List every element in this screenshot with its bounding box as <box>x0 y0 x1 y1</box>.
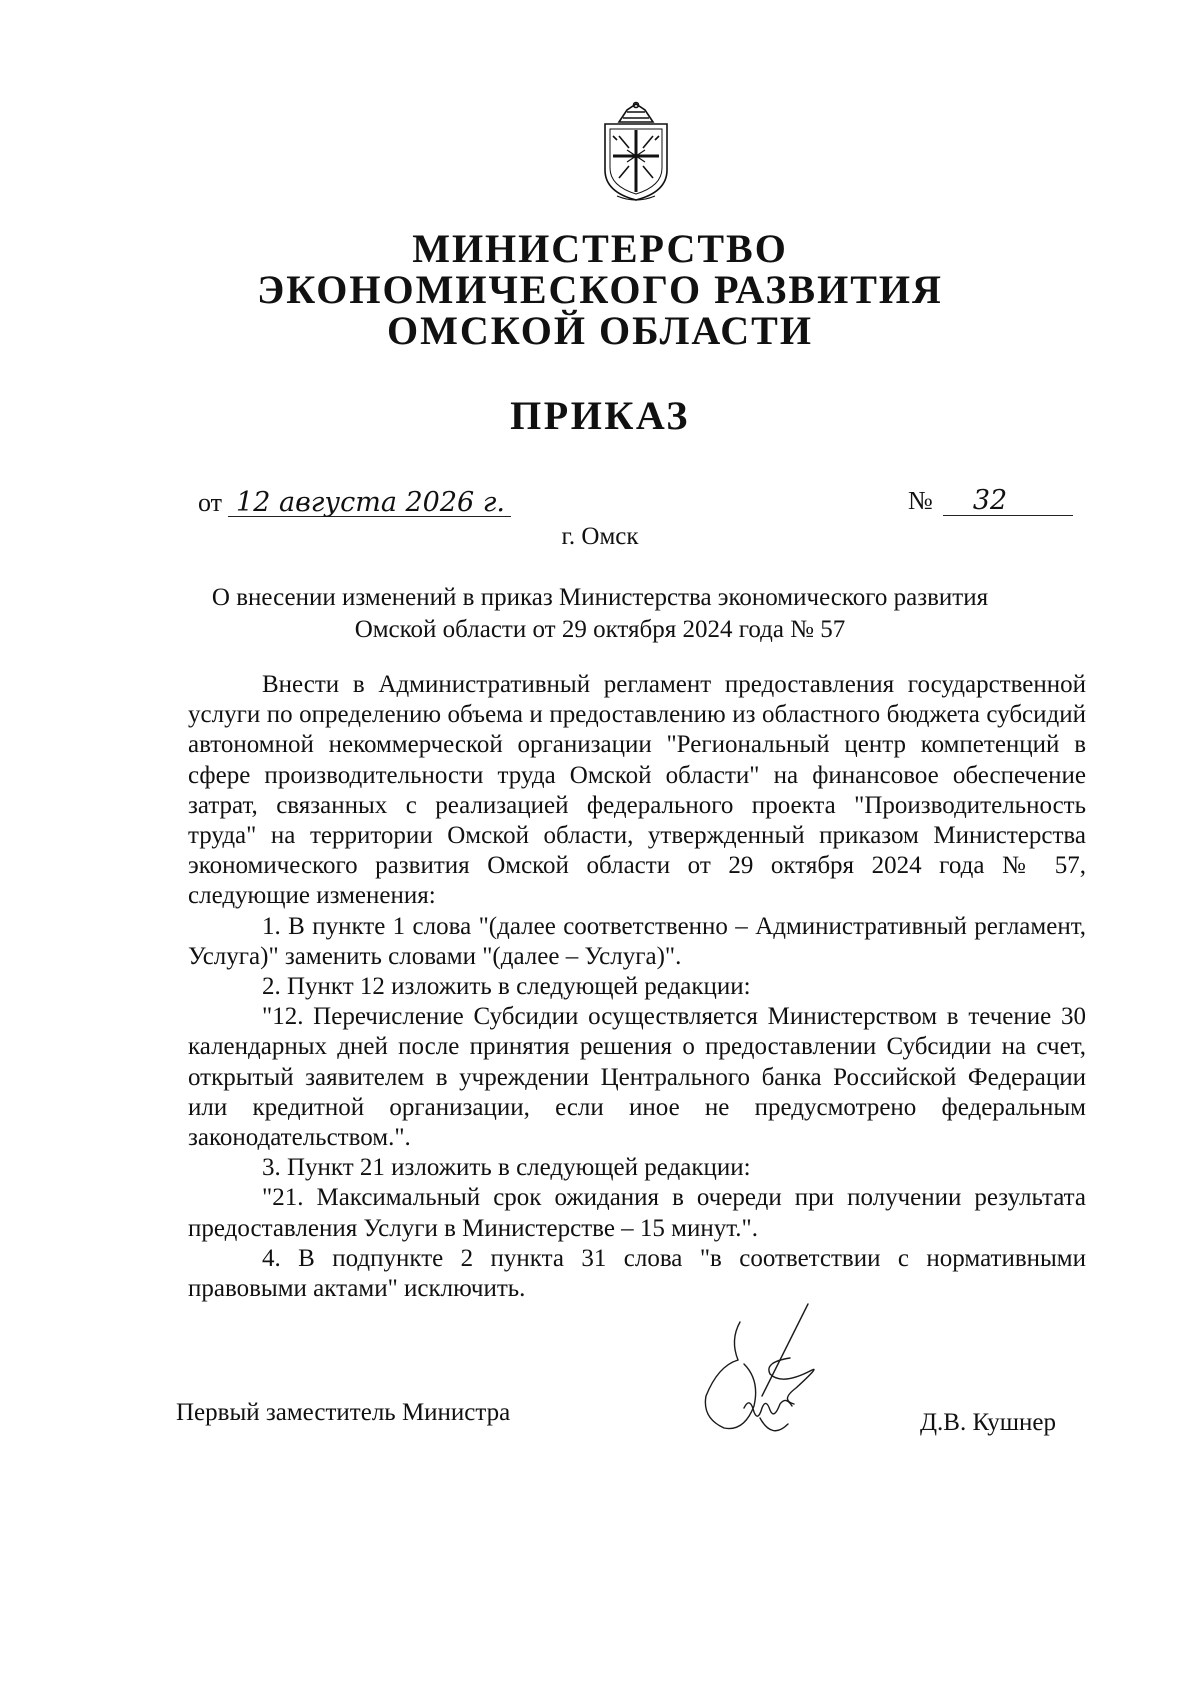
number-prefix: № <box>908 486 933 515</box>
subject-line-1: О внесении изменений в приказ Министерства экономического развития <box>211 584 989 611</box>
date-handwritten: 12 августа 2026 г. <box>228 490 511 517</box>
ministry-name <box>200 228 1000 351</box>
order-date <box>198 488 511 518</box>
document-type-title: ПРИКАЗ <box>510 393 690 438</box>
body-item-3: 3. Пункт 21 изложить в следующей редакции: <box>262 1154 751 1182</box>
body-item-3-text: "21. Максимальный срок ожидания в очереди при получении результата предоставления Услуги в Министерстве – 15 минут.". <box>188 1184 1086 1242</box>
body-item-2-text: "12. Перечисление Субсидии осуществляется Министерством в течение 30 календарных дней после принятия решения о предоставлении Субсидии на счет, открытый заявителем в учреждении Центрального банка Российской Федерации или кредитной организации, если иное не предусмотрено федеральным законодательством.". <box>188 1003 1086 1152</box>
coat-of-arms-icon <box>597 100 675 205</box>
signer-name: Д.В. Кушнер <box>920 1409 1056 1436</box>
city: г. Омск <box>561 523 639 550</box>
body-intro-paragraph: Внести в Административный регламент предоставления государственной услуги по определению объема и предоставлению из областного бюджета субсидий автономной некоммерческой организации "Региональный центр компетенций в сфере производительности труда Омской области" на финансовое обеспечение затрат, связанных с реализацией федерального проекта "Производительность труда" на территории Омской области, утвержденный приказом Министерства экономического развития Омской области от 29 октября 2024 года № 57, следующие изменения: <box>188 671 1086 910</box>
subject-line-2: Омской области от 29 октября 2024 года № 57 <box>354 616 846 643</box>
order-subject <box>140 582 1060 646</box>
date-prefix: от <box>198 488 223 517</box>
ministry-name-line-1: МИНИСТЕРСТВО <box>412 226 788 271</box>
order-number <box>908 486 1073 516</box>
signer-position: Первый заместитель Министра <box>176 1399 511 1426</box>
body-item-1: 1. В пункте 1 слова "(далее соответственно – Административный регламент, Услуга)" заменить словами "(далее – Услуга)". <box>188 912 1086 970</box>
ministry-name-line-3: ОМСКОЙ ОБЛАСТИ <box>387 308 813 353</box>
handwritten-signature <box>700 1300 840 1450</box>
ministry-name-line-2: ЭКОНОМИЧЕСКОГО РАЗВИТИЯ <box>257 267 943 312</box>
body-item-4: 4. В подпункте 2 пункта 31 слова "в соответствии с нормативными правовыми актами" исключить. <box>188 1244 1086 1303</box>
order-body <box>188 670 1086 1304</box>
body-item-2: 2. Пункт 12 изложить в следующей редакции: <box>262 973 751 1001</box>
number-handwritten: 32 <box>943 487 1073 516</box>
